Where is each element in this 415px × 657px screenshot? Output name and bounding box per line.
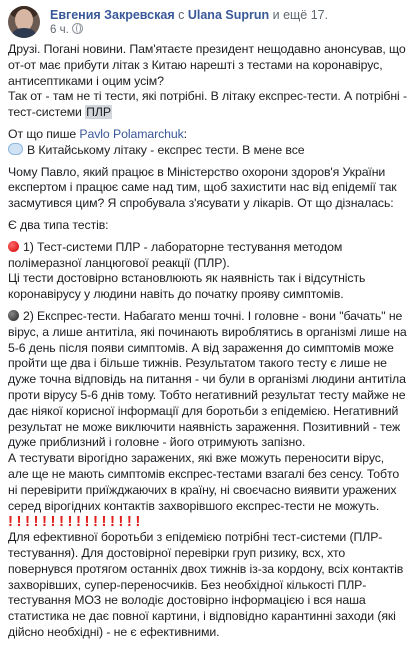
paragraph-7 — [8, 240, 407, 272]
paragraph-3 — [8, 127, 407, 143]
author-avatar[interactable] — [8, 6, 40, 38]
highlighted-term: ПЛР — [86, 105, 111, 120]
paragraph-5: Чому Павло, який працює в Міністерство охорони здоров'я України експертом і працює саме над тим, щоб захистити нас від епідемії так засмутився цим? Я спробувала з'ясувати у лікарів. От що дізналась: — [8, 164, 397, 211]
post-meta — [50, 23, 83, 37]
paragraph-2-text: Так от - там не ті тести, які потрібні. В літаку експрес-тести. А потрібні - тест-системи — [8, 89, 407, 120]
paragraph-3-text: От що пише — [8, 126, 80, 141]
with-text: с — [178, 8, 185, 22]
and-more-text[interactable]: и ещё 17. — [272, 8, 329, 22]
globe-icon[interactable] — [72, 23, 83, 34]
tagged-user[interactable]: Ulana Suprun — [187, 8, 270, 22]
paragraph-7-text: 1) Тест-системи ПЛР - лабораторне тестування методом полімеразної ланцюгової реакції (ПЛР). — [8, 239, 343, 270]
black-circle-icon — [8, 310, 19, 321]
post-body — [8, 42, 407, 641]
paragraph-11: Для ефективної боротьби з епідемією потрібні тест-системи (ПЛР-тестування). Для достовірної перевірки груп ризику, всх, хто повернувся протягом останніх двох тижнів із-за кордону, всіх контактів захворівших, супер-переносчиків. Без необхідної кількості ПЛР-тестування МОЗ не володіє достовірно інформацією і вся наша статистика не дає повної картини, і відповідно карантинні заходи (які дійсно необхідні) - не є ефективними. — [8, 530, 404, 639]
exclamation-row: !!!!!!!!!!!!!!!! — [8, 513, 144, 531]
paragraph-4-text: В Китайському літаку - експрес тести. В мене все — [27, 142, 305, 157]
mention-link[interactable]: Pavlo Polamarchuk — [79, 126, 184, 141]
red-circle-icon — [8, 241, 19, 252]
paragraph-9 — [8, 309, 407, 451]
paragraph-9-text: 2) Експрес-тести. Набагато менш точні. І головне - вони "бачать" не вірус, а лише антитіла, які починають вироблятись в організмі лише на 5-6 день після появи симптомів. А від зараження до симптомів може пройти ще два і більше тижнів. Результатом такого тесту є лише не дуже точна відповідь на питання - чи були в організмі людини антитіла проти вірусу 5-6 днів тому. Тобто негативний результат тесту майже не дає ніякої корисної інформації для боротьби з епідемією. Негативний результат не може виключити наявність зараження. Позитивний - теж дуже приблизний і головне - його отримують запізно. — [8, 308, 407, 450]
paragraph-2 — [8, 89, 407, 121]
paragraph-4 — [8, 143, 407, 159]
paragraph-3-colon: : — [183, 126, 187, 141]
paragraph-10: А тестувати вірогідно заражених, які вже можуть переносити вірус, але ще не мають симптомів експрес-тестами взагалі без сенсу. Тобто ні перевірити приїжджаючих в країну, ні своєчасно виявити уражених серед вірогідних контактів захворівшого експрес-тести не можуть. — [8, 451, 400, 513]
paragraph-6: Є два типа тестів: — [8, 217, 109, 232]
speech-bubble-icon — [8, 143, 23, 155]
paragraph-1: Друзі. Погані новини. Пам'ятаєте президент нещодавно анонсував, що от-от має прибути літак з Китаю нарешті з тестами на коронавірус, антисептиками і оцим усім? — [8, 42, 406, 88]
post-time[interactable]: 6 ч. — [50, 24, 69, 36]
paragraph-8: Ці тести достовірно встановлюють як наявність так і відсутність коронавірусу у людини навіть до початку прояву симптомів. — [8, 271, 366, 302]
bottom-fade — [0, 639, 415, 657]
author-name[interactable]: Евгения Закревская — [50, 8, 175, 22]
avatar-body — [12, 28, 36, 38]
post-header — [8, 6, 408, 40]
header-line — [50, 7, 328, 23]
